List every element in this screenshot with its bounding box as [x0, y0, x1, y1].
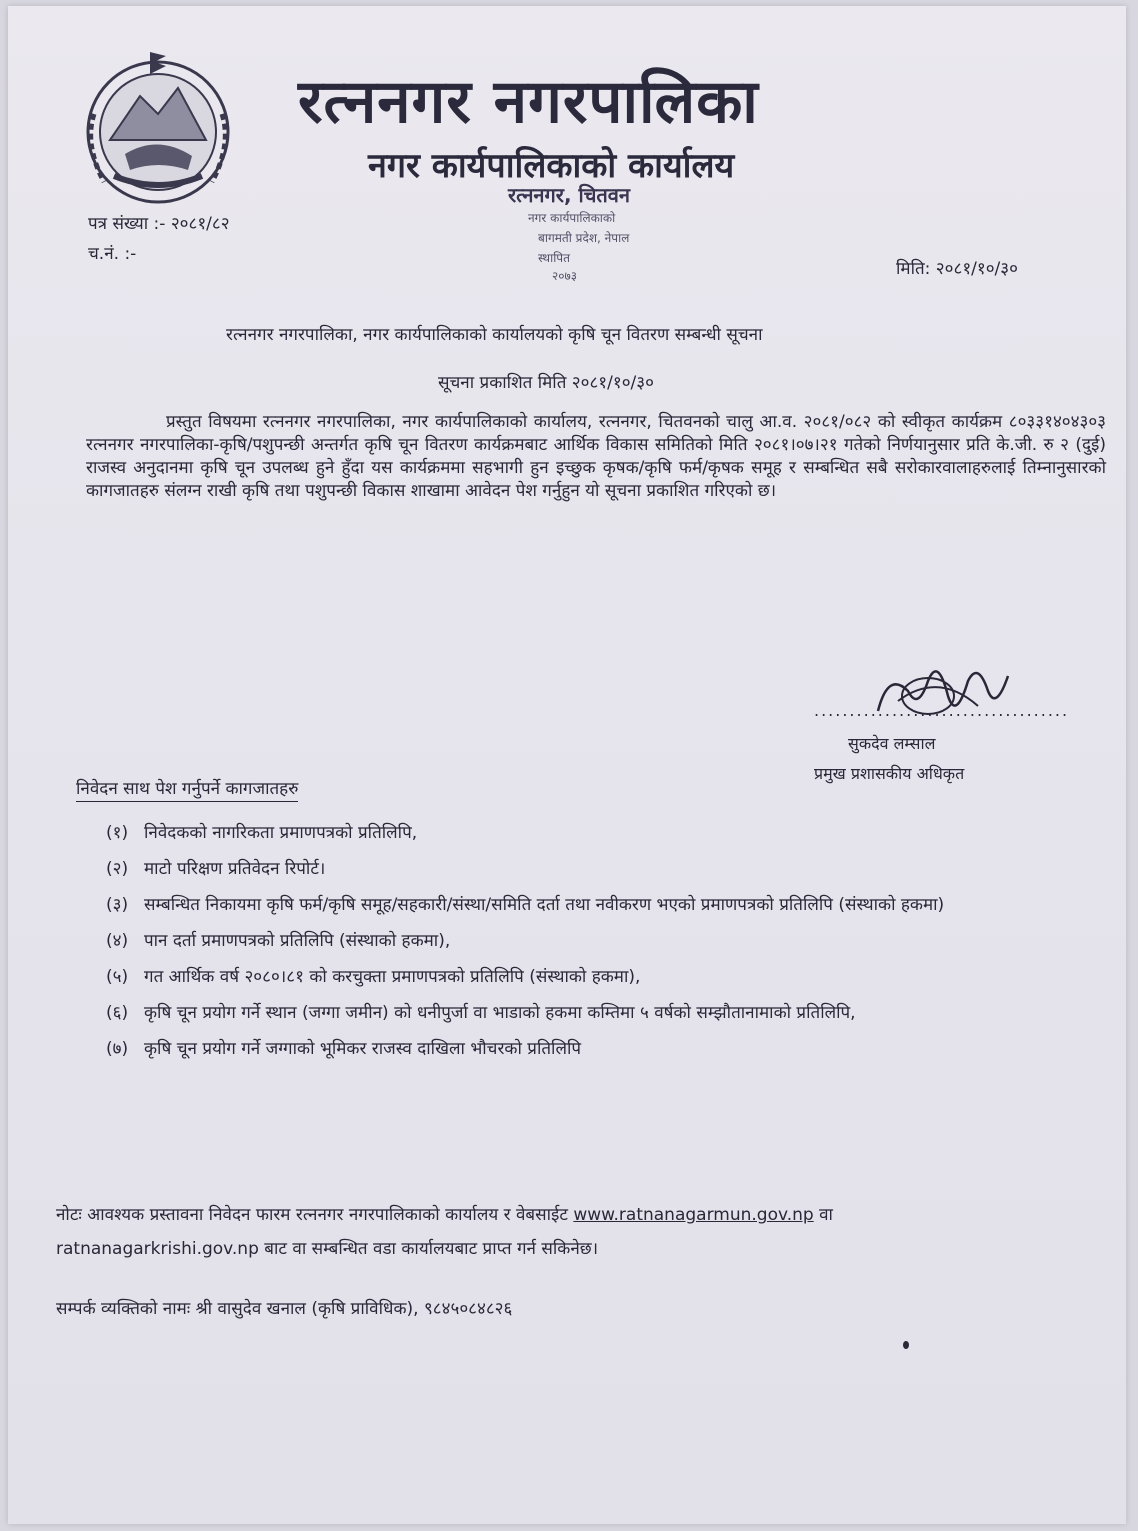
note-paragraph — [56, 1198, 1116, 1266]
body-paragraph: प्रस्तुत विषयमा रत्ननगर नगरपालिका, नगर कार्यपालिकाको कार्यालय, रत्ननगर, चितवनको चालु आ.व. २०८१/०८२ को स्वीकृत कार्यक्रम ८०३३१४०४३०३ रत्ननगर नगरपालिका-कृषि/पशुपन्छी अन्तर्गत कृषि चून वितरण कार्यक्रमबाट आर्थिक विकास समितिको मिति २०८१।०७।२१ गतेको निर्णयानुसार प्रति के.जी. रु २ (दुई) राजस्व अनुदानमा कृषि चून उपलब्ध हुने हुँदा यस कार्यक्रममा सहभागी हुन इच्छुक कृषक/कृषि फर्म/कृषक समूह र सम्बन्धित सबै सरोकारवालाहरुलाई तिम्नानुसारको कागजातहरु संलग्न राखी कृषि तथा पशुपन्छी विकास शाखामा आवेदन पेश गर्नुहुन यो सूचना प्रकाशित गरिएको छ। — [86, 412, 1106, 501]
item-number: (७) — [106, 1039, 129, 1059]
letter-number: पत्र संख्या :- २०८१/८२ — [88, 214, 230, 234]
subject-line: रत्ननगर नगरपालिका, नगर कार्यपालिकाको कार्यालयको कृषि चून वितरण सम्बन्धी सूचना — [226, 325, 763, 345]
documents-list — [106, 821, 1066, 1073]
nepal-emblem-icon — [70, 44, 246, 214]
stamp-line: २०७३ — [552, 269, 577, 283]
item-number: (१) — [106, 823, 129, 843]
item-number: (३) — [106, 895, 129, 915]
list-item — [106, 893, 1066, 917]
item-text: सम्बन्धित निकायमा कृषि फर्म/कृषि समूह/सहकारी/संस्था/समिति दर्ता तथा नवीकरण भएको प्रमाणपत्रको प्रतिलिपि (संस्थाको हकमा) — [144, 895, 945, 915]
item-text: माटो परिक्षण प्रतिवेदन रिपोर्ट। — [144, 859, 326, 879]
list-item — [106, 1037, 1066, 1061]
signature-line: .................................... — [814, 701, 1070, 720]
publish-date-line: सूचना प्रकाशित मिति २०८१/१०/३० — [438, 373, 654, 393]
item-text: गत आर्थिक वर्ष २०८०।८१ को करचुक्ता प्रमाणपत्रको प्रतिलिपि (संस्थाको हकमा), — [144, 967, 641, 987]
office-title: रत्ननगर नगरपालिका — [298, 67, 759, 137]
office-stamp — [508, 181, 678, 291]
item-text: निवेदकको नागरिकता प्रमाणपत्रको प्रतिलिपि, — [144, 823, 418, 843]
documents-heading: निवेदन साथ पेश गर्नुपर्ने कागजातहरु — [76, 776, 298, 802]
item-text: कृषि चून प्रयोग गर्ने जग्गाको भूमिकर राजस्व दाखिला भौचरको प्रतिलिपि — [144, 1039, 582, 1059]
stamp-line: स्थापित — [538, 251, 570, 265]
contact-person: सम्पर्क व्यक्तिको नामः श्री वासुदेव खनाल (कृषि प्राविधिक), ९८४५०८४८२६ — [56, 1299, 513, 1319]
signatory-name: सुकदेव लम्साल — [848, 734, 936, 753]
notice-sheet — [8, 6, 1126, 1524]
signatory-post: प्रमुख प्रशासकीय अधिकृत — [814, 764, 965, 783]
item-number: (४) — [106, 931, 129, 951]
note-suffix: बाट वा सम्बन्धित वडा कार्यालयबाट प्राप्त गर्न सकिनेछ। — [264, 1239, 599, 1259]
item-number: (६) — [106, 1003, 129, 1023]
note-prefix: नोटः आवश्यक प्रस्तावना निवेदन फारम रत्ननगर नगरपालिकाको कार्यालय र वेबसाईट — [56, 1205, 568, 1225]
office-subtitle: नगर कार्यपालिकाको कार्यालय — [368, 146, 735, 186]
list-item — [106, 821, 1066, 845]
item-text: कृषि चून प्रयोग गर्ने स्थान (जग्गा जमीन) को धनीपुर्जा वा भाडाको हकमा कम्तिमा ५ वर्षको सम्झौतानामाको प्रतिलिपि, — [144, 1003, 856, 1023]
website-link-municipality[interactable]: www.ratnanagarmun.gov.np — [573, 1205, 814, 1225]
item-number: (२) — [106, 859, 129, 879]
item-text: पान दर्ता प्रमाणपत्रको प्रतिलिपि (संस्थाको हकमा), — [144, 931, 451, 951]
ink-dot — [903, 1341, 909, 1349]
list-item — [106, 929, 1066, 953]
stamp-line: नगर कार्यपालिकाको — [528, 211, 616, 225]
office-place: रत्ननगर, चितवन — [508, 183, 631, 207]
item-number: (५) — [106, 967, 129, 987]
stamp-line: बागमती प्रदेश, नेपाल — [538, 231, 630, 245]
note-middle: वा — [819, 1205, 833, 1225]
list-item — [106, 965, 1066, 989]
list-item — [106, 857, 1066, 881]
notice-body — [86, 411, 1106, 503]
letter-date: मिति: २०८१/१०/३० — [896, 259, 1018, 279]
website-link-krishi[interactable]: ratnanagarkrishi.gov.np — [56, 1239, 259, 1259]
list-item — [106, 1001, 1066, 1025]
dispatch-number: च.नं. :- — [88, 244, 137, 264]
